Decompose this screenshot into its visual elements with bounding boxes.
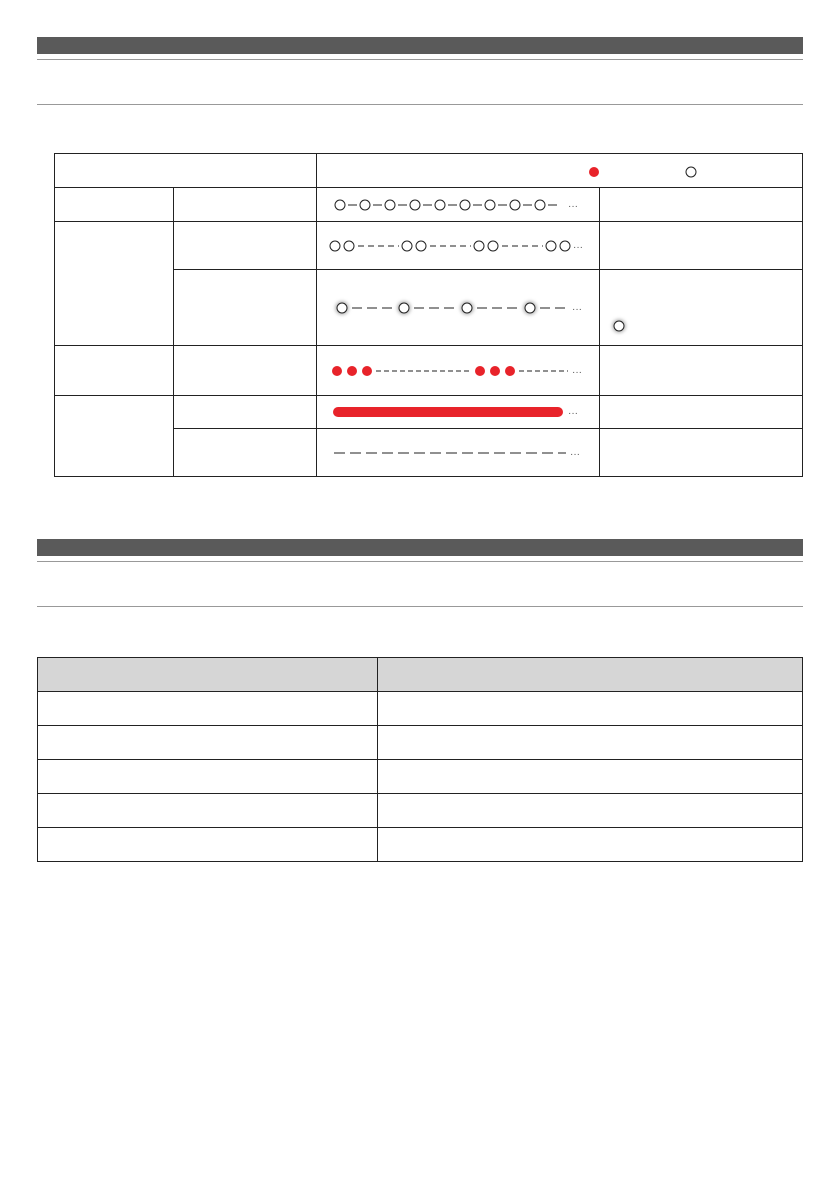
row-label xyxy=(174,396,317,429)
section-1-bottom-rule xyxy=(37,104,803,105)
table-row xyxy=(38,692,803,726)
row-note xyxy=(600,429,803,477)
row-pattern-cell xyxy=(317,429,600,477)
row-label xyxy=(174,346,317,396)
row-label xyxy=(174,222,317,270)
spec-cell xyxy=(378,794,803,828)
spec-cell xyxy=(378,726,803,760)
row-note xyxy=(600,346,803,396)
spec-cell xyxy=(38,794,378,828)
svg-text:···: ··· xyxy=(568,408,578,419)
table-row xyxy=(55,346,803,396)
spec-table xyxy=(37,657,803,862)
row-group xyxy=(55,188,174,222)
row-pattern-cell xyxy=(317,346,600,396)
row-group xyxy=(55,346,174,396)
svg-text:···: ··· xyxy=(573,241,583,253)
spec-cell xyxy=(378,692,803,726)
table-row xyxy=(55,222,803,270)
pattern-long-dashes xyxy=(328,443,588,463)
table-row xyxy=(55,188,803,222)
row-group xyxy=(55,396,174,477)
glowing-circle-icon xyxy=(600,312,640,342)
row-pattern-cell xyxy=(317,222,600,270)
section-1-header-bar xyxy=(37,37,803,54)
row-note xyxy=(600,396,803,429)
table-header-right xyxy=(317,154,803,188)
svg-text:···: ··· xyxy=(570,448,580,460)
row-note xyxy=(600,222,803,270)
spec-cell xyxy=(38,726,378,760)
pattern-short-dash-circles xyxy=(328,195,588,215)
row-group xyxy=(55,222,174,346)
pattern-paired-circles xyxy=(328,236,588,256)
row-label xyxy=(174,429,317,477)
row-pattern-cell xyxy=(317,396,600,429)
table-row xyxy=(38,828,803,862)
row-label xyxy=(174,188,317,222)
row-label xyxy=(174,270,317,346)
section-1-top-rule xyxy=(37,59,803,60)
section-2-header-bar xyxy=(37,539,803,556)
table-row xyxy=(55,396,803,429)
svg-text:···: ··· xyxy=(568,200,578,212)
pattern-solid-red-bar xyxy=(328,402,588,422)
spec-table-header-left xyxy=(38,658,378,692)
table-header-left xyxy=(55,154,317,188)
spec-cell xyxy=(38,828,378,862)
pattern-red-triplets xyxy=(328,361,588,381)
red-dot-icon xyxy=(588,166,600,178)
svg-text:···: ··· xyxy=(572,366,582,378)
row-note xyxy=(600,270,803,346)
row-pattern-cell xyxy=(317,188,600,222)
spec-cell xyxy=(38,692,378,726)
white-circle-icon xyxy=(685,166,697,178)
table-row xyxy=(38,794,803,828)
section-2-bottom-rule xyxy=(37,606,803,607)
row-note xyxy=(600,188,803,222)
spec-cell xyxy=(378,760,803,794)
spec-table-header-right xyxy=(378,658,803,692)
table-row xyxy=(38,726,803,760)
table-row xyxy=(38,760,803,794)
svg-text:···: ··· xyxy=(572,303,582,315)
pattern-glowing-circles xyxy=(328,296,588,320)
row-pattern-cell xyxy=(317,270,600,346)
spec-cell xyxy=(38,760,378,794)
section-2-top-rule xyxy=(37,561,803,562)
indicator-pattern-table xyxy=(54,153,803,477)
spec-cell xyxy=(378,828,803,862)
